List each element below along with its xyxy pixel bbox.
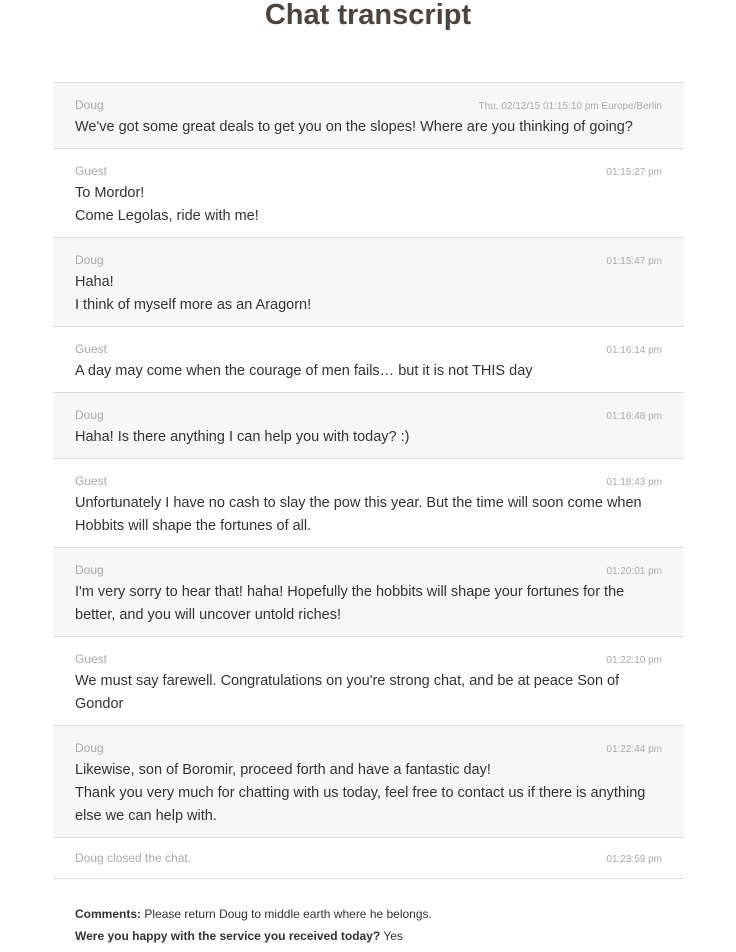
message-text: Likewise, son of Boromir, proceed forth and have a fantastic day! (75, 762, 491, 778)
chat-transcript (53, 82, 684, 879)
message-meta (75, 741, 662, 755)
message-sender: Guest (75, 342, 108, 356)
message-sender: Guest (75, 652, 108, 666)
message-sender: Doug (75, 741, 104, 755)
message-time: Thu, 02/12/15 01:15:10 pm Europe/Berlin (478, 101, 662, 112)
message-text: To Mordor! (75, 185, 145, 201)
chat-message (53, 393, 684, 459)
message-meta (75, 652, 662, 666)
message-time: 01:20:01 pm (606, 566, 662, 577)
chat-message (53, 637, 684, 726)
message-time: 01:16:14 pm (606, 345, 662, 356)
message-text: A day may come when the courage of men fails… but it is not THIS day (75, 363, 533, 379)
message-meta (75, 98, 662, 112)
closed-time: 01:23:59 pm (606, 854, 662, 865)
message-text: We must say farewell. Congratulations on you're strong chat, and be at peace Son of Gondor (75, 673, 620, 712)
chat-message (53, 459, 684, 548)
message-sender: Guest (75, 164, 108, 178)
message-text: I'm very sorry to hear that! haha! Hopefully the hobbits will shape your fortunes for the better, and you will uncover untold riches! (75, 584, 625, 623)
message-meta (75, 342, 662, 356)
chat-message (53, 83, 684, 149)
message-time: 01:22:10 pm (606, 655, 662, 666)
message-sender: Doug (75, 98, 104, 112)
satisfaction-answer: Yes (383, 929, 403, 943)
satisfaction-row (75, 925, 695, 947)
chat-message (53, 726, 684, 838)
message-sender: Doug (75, 563, 104, 577)
chat-message (53, 548, 684, 637)
message-meta (75, 164, 662, 178)
chat-message (53, 149, 684, 238)
message-time: 01:15:47 pm (606, 256, 662, 267)
message-text: Haha! (75, 274, 114, 290)
message-text: I think of myself more as an Aragorn! (75, 297, 312, 313)
message-time: 01:18:43 pm (606, 477, 662, 488)
transcript-footer (75, 903, 695, 947)
message-sender: Doug (75, 408, 104, 422)
closed-text: Doug closed the chat. (75, 851, 192, 865)
chat-message (53, 327, 684, 393)
message-text: Unfortunately I have no cash to slay the pow this year. But the time will soon come when Hobbits will shape the fortunes of all. (75, 495, 642, 534)
message-time: 01:16:48 pm (606, 411, 662, 422)
message-text: Come Legolas, ride with me! (75, 208, 259, 224)
comments-label: Comments: (75, 907, 142, 921)
chat-closed-notice (53, 838, 684, 879)
message-meta (75, 408, 662, 422)
message-text: We've got some great deals to get you on the slopes! Where are you thinking of going? (75, 119, 633, 135)
comments-row (75, 903, 695, 925)
chat-message (53, 238, 684, 327)
page-title: Chat transcript (264, 0, 472, 31)
message-sender: Guest (75, 474, 108, 488)
message-text: Thank you very much for chatting with us today, feel free to contact us if there is anything else we can help with. (75, 785, 646, 824)
message-time: 01:15:27 pm (606, 167, 662, 178)
comments-value: Please return Doug to middle earth where he belongs. (144, 907, 432, 921)
satisfaction-question: Were you happy with the service you received today? (75, 929, 381, 943)
message-meta (75, 474, 662, 488)
message-meta (75, 253, 662, 267)
message-text: Haha! Is there anything I can help you with today? :) (75, 429, 410, 445)
message-sender: Doug (75, 253, 104, 267)
message-meta (75, 563, 662, 577)
message-time: 01:22:44 pm (606, 744, 662, 755)
